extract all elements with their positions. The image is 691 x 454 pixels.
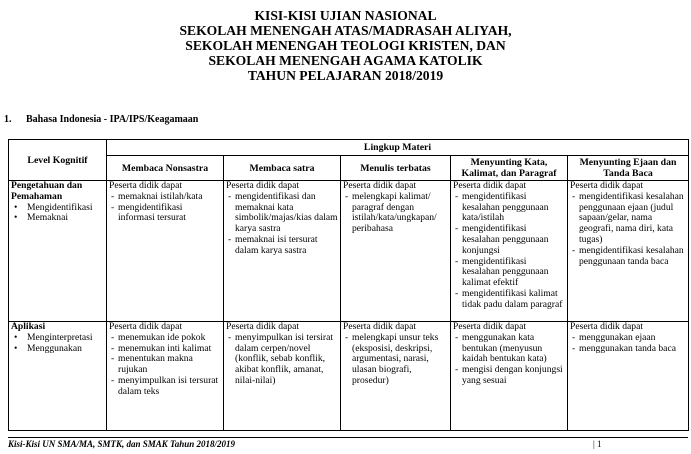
- table-cell: [107, 322, 224, 431]
- column-header: Menulis terbatas: [341, 156, 451, 181]
- cell-item: - memaknai isi tersurat dalam karya sastra: [226, 235, 338, 257]
- header-row-1: [9, 140, 689, 156]
- level-item: • Menginterpretasi: [11, 333, 104, 344]
- cell-item: - menentukan makna rujukan: [109, 354, 221, 376]
- footer-divider: [8, 437, 688, 438]
- column-header: Membaca Nonsastra: [107, 156, 224, 181]
- cell-item: - melengkapi kalimat/ paragraf dengan istilah/kata/ungkapan/ peribahasa: [343, 192, 448, 235]
- cell-intro: Peserta didik dapat: [226, 180, 299, 191]
- column-header: Menyunting Kata, Kalimat, dan Paragraf: [451, 156, 568, 181]
- cell-item: - menyimpulkan isi tersirat dalam cerpen/novel (konflik, sebab konflik, akibat konflik, amanat, nilai-nilai): [226, 333, 338, 387]
- level-title: Aplikasi: [11, 321, 46, 332]
- cell-item: - mengidentifikasi kesalahan penggunaan kata/istilah: [453, 192, 565, 224]
- cell-item: - memaknai istilah/kata: [109, 192, 221, 203]
- section-number: 1.: [4, 114, 12, 125]
- level-item: • Mengidentifikasi: [11, 203, 104, 214]
- section-heading: [4, 114, 198, 125]
- section-title: Bahasa Indonesia - IPA/IPS/Keagamaan: [26, 114, 199, 125]
- cell-item: - menyimpulkan isi tersurat dalam teks: [109, 376, 221, 398]
- table-cell: [451, 181, 568, 322]
- level-title: Pengetahuan dan Pemahaman: [11, 180, 83, 202]
- cell-item: - mengidentifikasi kesalahan penggunaan ejaan (judul sapaan/gelar, nama geografi, nama diri, kata tugas): [570, 192, 686, 246]
- cell-intro: Peserta didik dapat: [570, 180, 643, 191]
- cell-intro: Peserta didik dapat: [453, 180, 526, 191]
- cell-item: - mengidentifikasi dan memaknai kata simbolik/majas/kias dalam karya sastra: [226, 192, 338, 235]
- cell-item: - mengisi dengan konjungsi yang sesuai: [453, 365, 565, 387]
- column-header: Menyunting Ejaan dan Tanda Baca: [568, 156, 689, 181]
- table-cell: [451, 322, 568, 431]
- table-cell: [224, 322, 341, 431]
- title-line-2: SEKOLAH MENENGAH ATAS/MADRASAH ALIYAH,: [179, 23, 512, 38]
- table-cell: [341, 322, 451, 431]
- cell-item: - mengidentifikasi kesalahan penggunaan kalimat efektif: [453, 257, 565, 289]
- group-header: Lingkup Materi: [107, 140, 689, 156]
- cell-item: - menggunakan ejaan: [570, 333, 686, 344]
- cell-item: - menemukan inti kalimat: [109, 344, 221, 355]
- table-cell: [568, 322, 689, 431]
- cell-item: - mengidentifikasi kesalahan penggunaan konjungsi: [453, 224, 565, 256]
- title-line-3: SEKOLAH MENENGAH TEOLOGI KRISTEN, DAN: [185, 38, 506, 53]
- cell-intro: Peserta didik dapat: [343, 180, 416, 191]
- cell-intro: Peserta didik dapat: [226, 321, 299, 332]
- cell-item: - mengidentifikasi kalimat tidak padu dalam paragraf: [453, 289, 565, 311]
- title-line-4: SEKOLAH MENENGAH AGAMA KATOLIK: [208, 53, 483, 68]
- table-cell: [341, 181, 451, 322]
- title-line-5: TAHUN PELAJARAN 2018/2019: [247, 68, 444, 83]
- document-title: [0, 8, 691, 83]
- cell-item: - menggunakan kata bentukan (menyusun kaidah bentukan kata): [453, 333, 565, 365]
- column-header: Membaca satra: [224, 156, 341, 181]
- cell-item: - mengidentifikasi informasi tersurat: [109, 203, 221, 225]
- cell-item: - mengidentifikasi kesalahan penggunaan tanda baca: [570, 246, 686, 268]
- page-number: | 1: [593, 439, 602, 449]
- cell-item: - menggunakan tanda baca: [570, 344, 686, 355]
- level-header: Level Kognitif: [9, 140, 107, 181]
- footer-text: Kisi-Kisi UN SMA/MA, SMTK, dan SMAK Tahun 2018/2019: [8, 439, 235, 449]
- kisi-kisi-table: [8, 139, 689, 431]
- table-cell: [224, 181, 341, 322]
- cell-intro: Peserta didik dapat: [109, 321, 182, 332]
- cell-intro: Peserta didik dapat: [343, 321, 416, 332]
- table-cell: [568, 181, 689, 322]
- cell-item: - melengkapi unsur teks (eksposisi, deskripsi, argumentasi, narasi, ulasan biografi, prosedur): [343, 333, 448, 387]
- table-row: [9, 181, 689, 322]
- cell-intro: Peserta didik dapat: [109, 180, 182, 191]
- cell-intro: Peserta didik dapat: [453, 321, 526, 332]
- title-line-1: KISI-KISI UJIAN NASIONAL: [254, 8, 437, 23]
- header-row-2: [9, 156, 689, 181]
- level-cell: [9, 181, 107, 322]
- level-cell: [9, 322, 107, 431]
- level-item: • Menggunakan: [11, 344, 104, 355]
- level-item: • Memaknai: [11, 213, 104, 224]
- cell-item: - menemukan ide pokok: [109, 333, 221, 344]
- table-cell: [107, 181, 224, 322]
- table-row: [9, 322, 689, 431]
- cell-intro: Peserta didik dapat: [570, 321, 643, 332]
